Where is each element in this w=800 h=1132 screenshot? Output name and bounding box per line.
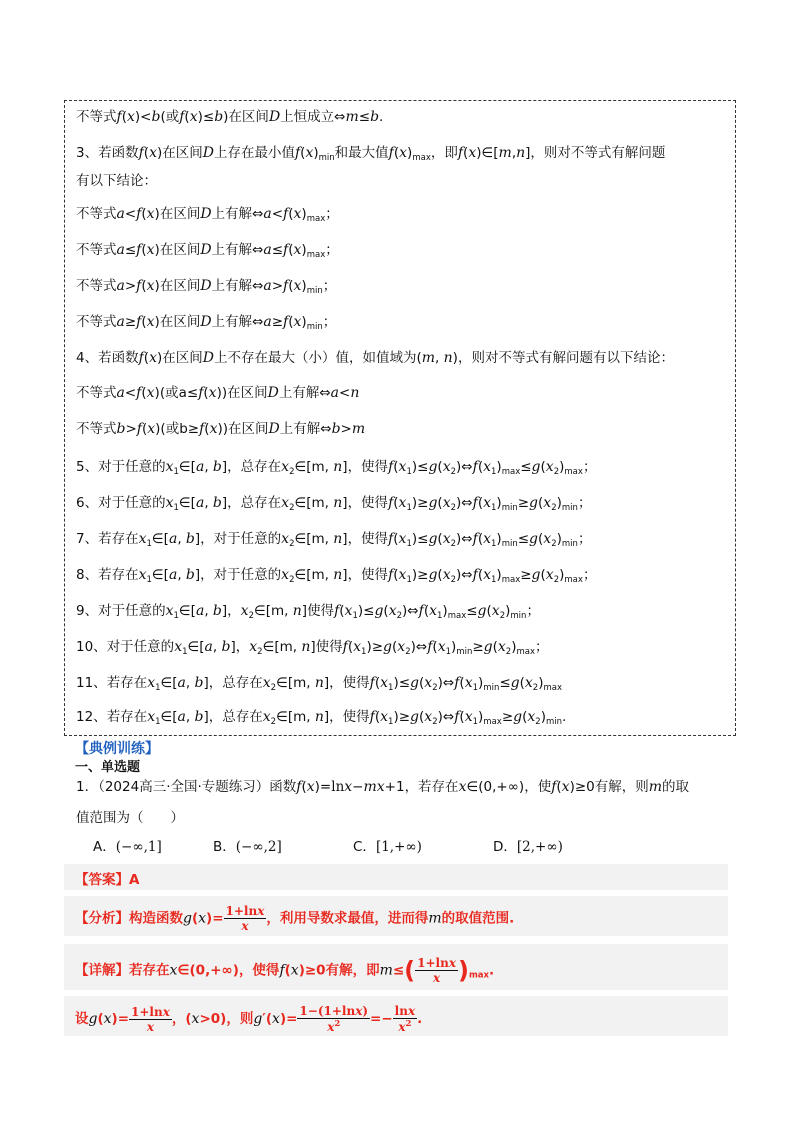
- text: ；: [582, 567, 597, 583]
- text: 上有解: [211, 242, 253, 258]
- text: ，对于任意的: [200, 531, 282, 547]
- text: 不等式: [76, 421, 117, 437]
- text: .: [417, 1011, 423, 1027]
- text: 8、: [76, 567, 99, 583]
- option-label: A．: [93, 839, 116, 855]
- text: 上不存在最大（小）值，如值域为: [213, 350, 417, 366]
- text: 10、: [76, 639, 107, 655]
- box-point-3-cont: [76, 172, 157, 190]
- text: 设: [75, 1011, 89, 1027]
- item-6: 6、对于任意的$x_1\in[a$, b]，总存在$x_2\in[m$, n]，使得$f(x_1)\ge g(x_2)\Leftrightarrow f(x_1)_{min}\ge g(x_2)_{min}$；: [76, 495, 592, 513]
- text: ，若存在: [404, 779, 459, 795]
- text: 6、: [76, 495, 99, 511]
- text: 9、: [76, 603, 99, 619]
- box-point-3: 3、若函数f(x)在区间D上存在最小值$f(x)_{min}$和最大值$f(x)_{max}$，即f(x)∈[m,n]，则对不等式有解问题: [76, 145, 666, 163]
- text: ，使得: [347, 495, 389, 511]
- text: 上有解: [211, 206, 253, 222]
- option-b[interactable]: [213, 835, 282, 855]
- text: 在区间: [159, 206, 201, 222]
- text: 3、若函数: [76, 145, 139, 161]
- text: ，使得: [238, 962, 280, 979]
- text: 和最大值: [334, 145, 389, 161]
- text: 【详解】: [75, 962, 129, 979]
- text: 对于任意的: [106, 639, 175, 655]
- option-a[interactable]: [93, 835, 162, 855]
- text: 对于任意的: [98, 495, 166, 511]
- box-line-1: 不等式f(x)<b(或f(x)≤b)在区间D上恒成立⇔m≤b.: [76, 109, 384, 125]
- text: 在区间: [159, 278, 201, 294]
- text: 上有解: [279, 421, 321, 437]
- text: ，使得: [329, 709, 370, 725]
- text: ；: [535, 639, 549, 655]
- text: A: [129, 872, 140, 888]
- text: 使得: [315, 639, 343, 655]
- text: ；: [577, 531, 592, 547]
- text: 11、: [76, 675, 107, 691]
- text: 【分析】: [75, 910, 129, 927]
- text: 在区间: [159, 242, 201, 258]
- question-line-1: 1．（2024高三·全国·专题练习）函数f(x)=lnx−mx+1，若存在x∈(0,+∞)，使f(x)≥0有解，则m的取: [76, 779, 690, 795]
- ineq-3: 不等式a>f(x)在区间D上有解$\Leftrightarrow a>f(x)_{min}$；: [76, 278, 337, 296]
- text: 对于任意的: [98, 603, 166, 619]
- text: ，总存在: [227, 495, 282, 511]
- text: 若存在: [106, 675, 148, 691]
- text: 或: [165, 385, 179, 401]
- text: ，对于任意的: [200, 567, 282, 583]
- text: ，使: [524, 779, 552, 795]
- text: 使得: [307, 603, 335, 619]
- text: 或: [165, 421, 180, 437]
- text: 4、若函数: [76, 350, 139, 366]
- detail-line: 【详解】若存在x∈(0,+∞)，使得f(x)≥0有解，即m≤( $\frac{1+\ln x}{x}$ )$_{max}$.: [75, 956, 495, 985]
- option-d[interactable]: [493, 835, 563, 855]
- math: f: [116, 109, 122, 125]
- option-value: [1,+∞): [375, 839, 422, 855]
- text: ，则对不等式有解问题有以下结论：: [457, 350, 674, 366]
- text: 若存在: [98, 531, 139, 547]
- text: 在区间: [228, 109, 269, 125]
- item-9: 9、对于任意的$x_1\in[a$, b]，$x_2\in[m$, n]使得$f(x_1)\le g(x_2)\Leftrightarrow f(x_1)_{max}\le g(x_2)_{min}$；: [76, 603, 540, 621]
- text: ；: [582, 459, 597, 475]
- text: ，即: [430, 145, 458, 161]
- answer-bg: [64, 864, 728, 890]
- text: 在区间: [159, 314, 201, 330]
- text: ，: [235, 639, 250, 655]
- text: 在区间: [227, 385, 268, 401]
- text: 不等式: [76, 314, 117, 330]
- text: 不等式: [76, 385, 117, 401]
- item-11: 11、若存在$x_1\in[a$, b]，总存在$x_2\in[m$, n]，使得$f(x_1)\le g(x_2)\Leftrightarrow f(x_1)_{min}\le g(x_2)_{max}$: [76, 675, 563, 693]
- option-c[interactable]: [353, 835, 422, 855]
- text: 若存在: [106, 709, 148, 725]
- box-point-4b: 不等式b>f(x)(或b≥f(x))在区间D上有解⇔b>m: [76, 421, 366, 437]
- text: 若存在: [129, 962, 170, 979]
- text: 上存在最小值: [213, 145, 295, 161]
- text: ，: [171, 1011, 186, 1027]
- text: 有解，则: [594, 779, 649, 795]
- option-value: (−∞,1]: [115, 839, 162, 855]
- text: 1．（2024高三·全国·专题练习）函数: [76, 779, 297, 795]
- text: 有以下结论：: [76, 173, 157, 189]
- text: 上有解: [211, 314, 253, 330]
- section-subtitle: 一、单选题: [75, 760, 141, 775]
- item-10: 10、对于任意的$x_1\in[a$, b]，$x_2\in[m$, n]使得$f(x_1)\ge g(x_2)\Leftrightarrow f(x_1)_{min}\ge g(x_2)_{max}$；: [76, 639, 549, 657]
- ineq-1: 不等式a<f(x)在区间D上有解$\Leftrightarrow a<f(x)_{max}$；: [76, 206, 339, 224]
- text: ，总存在: [208, 709, 263, 725]
- item-8: 8、若存在$x_1\in[a$, b]，对于任意的$x_2\in[m$, n]，使得$f(x_1)\ge g(x_2)\Leftrightarrow f(x_1)_{max}\ge g(x_2)_{max}$；: [76, 567, 597, 585]
- text: ，总存在: [208, 675, 263, 691]
- text: 构造函数: [129, 910, 183, 927]
- option-label: B．: [213, 839, 236, 855]
- text: .: [379, 109, 384, 125]
- text: 不等式: [76, 242, 117, 258]
- text: ，使得: [347, 567, 389, 583]
- text: 不等式: [76, 206, 117, 222]
- text: ；: [322, 314, 337, 330]
- ineq-2: 不等式a≤f(x)在区间D上有解$\Leftrightarrow a\le f(x)_{max}$；: [76, 242, 339, 260]
- text: ；: [526, 603, 540, 619]
- ineq-4: 不等式a≥f(x)在区间D上有解$\Leftrightarrow a\ge f(x)_{min}$；: [76, 314, 337, 332]
- text: 上有解: [278, 385, 320, 401]
- text: ，则对不等式有解问题: [530, 145, 666, 161]
- text: 在区间: [162, 350, 203, 366]
- text: 不等式: [76, 278, 117, 294]
- item-5: 5、对于任意的$x_1\in[a$, b]，总存在$x_2\in[m$, n]，使得$f(x_1)\le g(x_2)\Leftrightarrow f(x_1)_{max}\le g(x_2)_{max}$；: [76, 459, 597, 477]
- option-label: D．: [493, 839, 517, 855]
- text: 5、: [76, 459, 99, 475]
- analysis-line: 【分析】构造函数g(x)= $\frac{1+\ln x}{x}$ ，利用导数求最值，进而得m的取值范围.: [75, 904, 515, 933]
- text: 12、: [76, 709, 107, 725]
- question-line-2: 值范围为（ ）: [76, 810, 184, 826]
- text: 有解，即: [325, 962, 380, 979]
- text: 的取: [662, 779, 690, 795]
- text: 在区间: [162, 145, 203, 161]
- text: ，总存在: [227, 459, 282, 475]
- text: ，: [227, 603, 241, 619]
- text: 的取值范围.: [441, 910, 515, 927]
- text: ，则: [226, 1011, 254, 1027]
- text: 在区间: [228, 421, 269, 437]
- option-value: [2,+∞): [516, 839, 563, 855]
- text: 7、: [76, 531, 99, 547]
- text: 【答案】: [75, 872, 129, 888]
- text: 上有解: [211, 278, 253, 294]
- text: ；: [577, 495, 592, 511]
- text: ，利用导数求最值，进而得: [266, 910, 429, 927]
- section-title: 【典例训练】: [75, 741, 159, 757]
- item-7: 7、若存在$x_1\in[a$, b]，对于任意的$x_2\in[m$, n]，使得$f(x_1)\le g(x_2)\Leftrightarrow f(x_1)_{min}\le g(x_2)_{min}$；: [76, 531, 592, 549]
- text: ；: [325, 242, 339, 258]
- text: ；: [325, 206, 339, 222]
- text: 对于任意的: [98, 459, 166, 475]
- answer-line: [75, 868, 139, 888]
- last-line: 设g(x)= $\frac{1+\ln x}{x}$ ，(x>0)，则g′(x)= $\frac{1-(1+\ln x)}{x^2}$ =− $\frac{\ln x}{x^2}$ .: [75, 1004, 423, 1034]
- text: .: [489, 962, 495, 979]
- text: 不等式: [76, 109, 117, 125]
- box-point-4a: 不等式a<f(x)(或a≤f(x))在区间D上有解⇔a<n: [76, 385, 360, 401]
- text: ，使得: [347, 459, 389, 475]
- text: 若存在: [98, 567, 139, 583]
- text: ，使得: [329, 675, 370, 691]
- option-label: C．: [353, 839, 376, 855]
- text: .: [562, 709, 567, 725]
- option-value: (−∞,2]: [235, 839, 282, 855]
- text: ；: [322, 278, 337, 294]
- item-12: 12、若存在$x_1\in[a$, b]，总存在$x_2\in[m$, n]，使得$f(x_1)\ge g(x_2)\Leftrightarrow f(x_1)_{max}\ge g(x_2)_{min}$.: [76, 709, 567, 727]
- box-point-4: 4、若函数f(x)在区间D上不存在最大（小）值，如值域为(m, n)，则对不等式有解问题有以下结论：: [76, 350, 674, 366]
- text: ，使得: [347, 531, 389, 547]
